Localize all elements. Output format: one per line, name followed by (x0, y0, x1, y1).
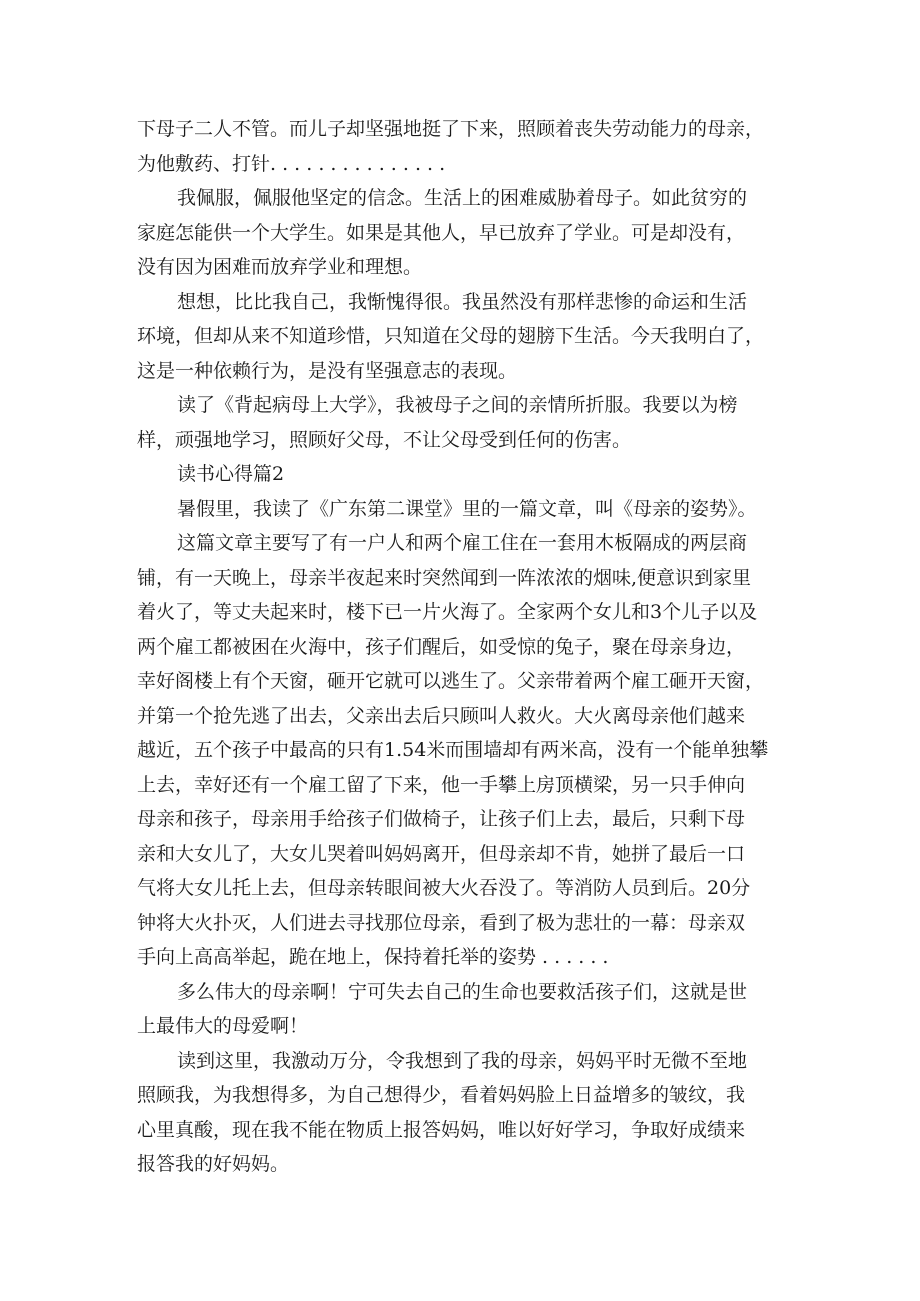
text-line: 读了《背起病母上大学》，我被母子之间的亲情所折服。我要以为榜 (177, 394, 738, 416)
text-line: 报答我的好妈妈。 (137, 1153, 290, 1175)
text-line: 幸好阁楼上有个天窗，砸开它就可以逃生了。父亲带着两个雇工砸开天窗， (137, 670, 765, 692)
text-line: 越近，五个孩子中最高的只有1.54米而围墙却有两米高，没有一个能单独攀 (137, 739, 769, 761)
text-line: 气将大女儿托上去，但母亲转眼间被大火吞没了。等消防人员到后。20分 (137, 877, 751, 899)
text-line: 读到这里，我激动万分，令我想到了我的母亲，妈妈平时无微不至地 (177, 1049, 748, 1072)
text-line: 心里真酸，现在我不能在物质上报答妈妈，唯以好好学习，争取好成绩来 (137, 1118, 746, 1141)
text-line: 没有因为困难而放弃学业和理想。 (137, 256, 423, 278)
text-line: 这是一种依赖行为，是没有坚强意志的表现。 (137, 359, 518, 382)
text-line: 样，顽强地学习，照顾好父母，不让父母受到任何的伤害。 (137, 428, 632, 451)
text-line: 读书心得篇2 (177, 463, 285, 485)
text-line: 环境，但却从来不知道珍惜，只知道在父母的翅膀下生活。今天我明白了， (137, 325, 765, 347)
text-line: 多么伟大的母亲啊！宁可失去自己的生命也要救活孩子们，这就是世 (177, 980, 748, 1003)
text-line: 铺，有一天晚上，母亲半夜起来时突然闻到一阵浓浓的烟味,便意识到家里 (137, 566, 752, 589)
text-line: 上去，幸好还有一个雇工留了下来，他一手攀上房顶横梁，另一只手伸向 (137, 773, 746, 796)
text-line: 想想，比比我自己，我惭愧得很。我虽然没有那样悲惨的命运和生活 (177, 290, 748, 313)
text-line: 下母子二人不管。而儿子却坚强地挺了下来，照顾着丧失劳动能力的母亲， (137, 118, 765, 140)
document-body (137, 112, 787, 1182)
text-line: 着火了，等丈夫起来时，楼下已一片火海了。全家两个女儿和3个儿子以及 (137, 601, 758, 623)
text-line: 手向上高高举起，跪在地上，保持着托举的姿势 . . . . . . (137, 946, 609, 968)
text-line: 照顾我，为我想得多，为自己想得少，看着妈妈脸上日益增多的皱纹，我 (137, 1084, 746, 1106)
text-line: 我佩服，佩服他坚定的信念。生活上的困难威胁着母子。如此贫穷的 (177, 187, 748, 209)
text-line: 上最伟大的母爱啊！ (137, 1015, 309, 1037)
text-line: 母亲和孩子，母亲用手给孩子们做椅子，让孩子们上去，最后，只剩下母 (137, 808, 746, 830)
text-line: 家庭怎能供一个大学生。如果是其他人，早已放弃了学业。可是却没有， (137, 221, 746, 244)
text-line: 并第一个抢先逃了出去，父亲出去后只顾叫人救火。大火离母亲他们越来 (137, 704, 746, 727)
text-line: 这篇文章主要写了有一户人和两个雇工住在一套用木板隔成的两层商 (177, 532, 748, 554)
text-line: 为他敷药、打针. . . . . . . . . . . . . . . (137, 152, 446, 175)
text-line: 钟将大火扑灭，人们进去寻找那位母亲，看到了极为悲壮的一幕：母亲双 (137, 911, 746, 934)
text-line: 亲和大女儿了，大女儿哭着叫妈妈离开，但母亲却不肯，她拼了最后一口 (137, 842, 746, 865)
text-line: 暑假里，我读了《广东第二课堂》里的一篇文章，叫《母亲的姿势》。 (177, 497, 757, 520)
text-line: 两个雇工都被困在火海中，孩子们醒后，如受惊的兔子，聚在母亲身边， (137, 635, 746, 658)
